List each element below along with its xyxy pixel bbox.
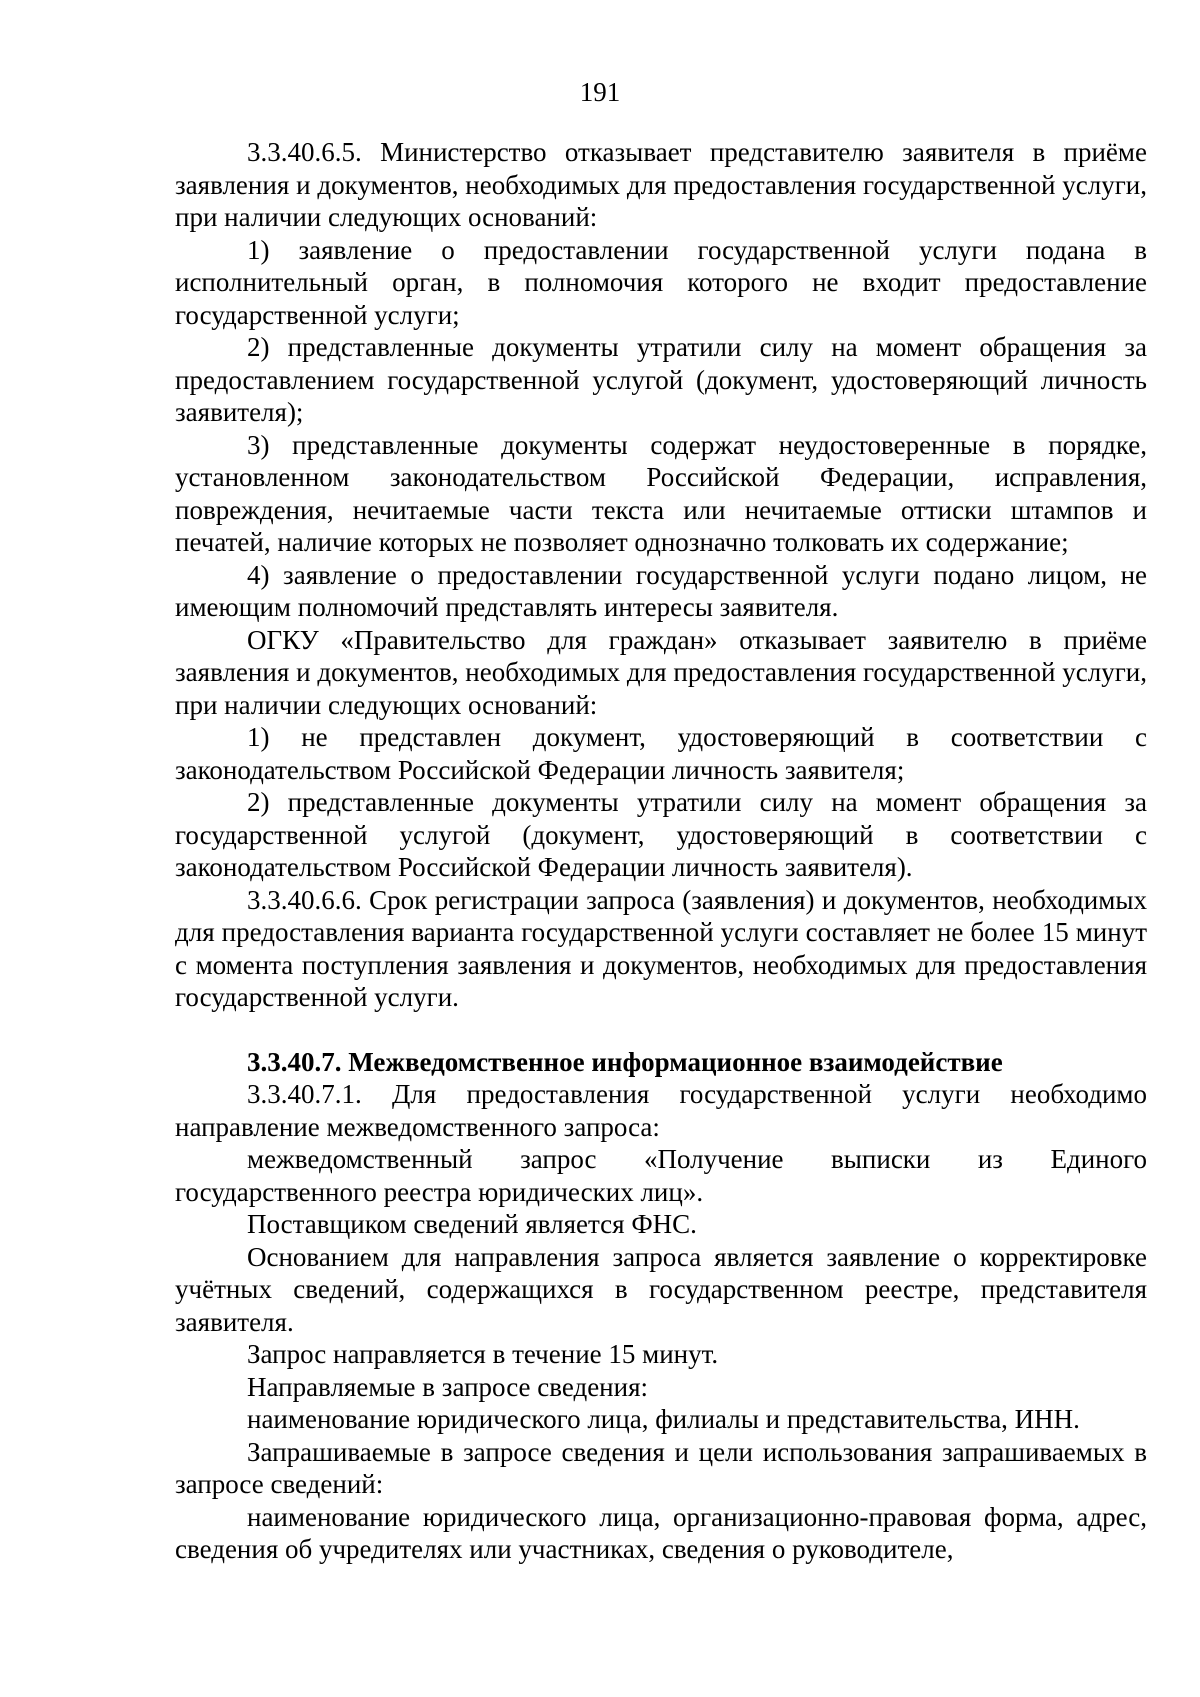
- paragraph-requested-data: наименование юридического лица, организационно-правовая форма, адрес, сведения об учредителях или участниках, сведения о руководителе,: [175, 1501, 1147, 1564]
- paragraph-sent-data-label: Направляемые в запросе сведения:: [247, 1371, 648, 1402]
- section-heading: 3.3.40.7. Межведомственное информационное взаимодействие: [247, 1046, 1003, 1077]
- paragraph-ogku: ОГКУ «Правительство для граждан» отказывает заявителю в приёме заявления и документов, необходимых для предоставления государственной услуги, при наличии следующих оснований:: [175, 624, 1147, 720]
- list-item-2: 2) представленные документы утратили силу на момент обращения за предоставлением государственной услугой (документ, удостоверяющий личность заявителя);: [175, 332, 1147, 427]
- paragraph-3-3-40-6-5: 3.3.40.6.5. Министерство отказывает представителю заявителя в приёме заявления и документов, необходимых для предоставления государственной услуги, при наличии следующих оснований:: [175, 137, 1147, 232]
- list-item-ogku-1: 1) не представлен документ, удостоверяющий в соответствии с законодательством Российской Федерации личность заявителя;: [175, 722, 1147, 785]
- paragraph-timing: Запрос направляется в течение 15 минут.: [247, 1339, 719, 1369]
- page-content: [175, 136, 1147, 1566]
- paragraph-requested-data-label: Запрашиваемые в запросе сведения и цели использования запрашиваемых в запросе сведений:: [175, 1436, 1147, 1499]
- paragraph-3-3-40-6-6: 3.3.40.6.6. Срок регистрации запроса (заявления) и документов, необходимых для предоставления варианта государственной услуги составляет не более 15 минут с момента поступления заявления и документов, необходимых для предоставления государственной услуги.: [175, 884, 1147, 1012]
- paragraph-sent-data: наименование юридического лица, филиалы и представительства, ИНН.: [247, 1404, 1080, 1434]
- paragraph-request-name: межведомственный запрос «Получение выписки из Единого государственного реестра юридических лиц».: [175, 1144, 1147, 1207]
- paragraph-provider: Поставщиком сведений является ФНС.: [247, 1209, 697, 1239]
- list-item-ogku-2: 2) представленные документы утратили силу на момент обращения за государственной услугой (документ, удостоверяющий в соответствии с законодательством Российской Федерации личность заявителя).: [175, 787, 1147, 882]
- page-number: 191: [579, 77, 621, 107]
- paragraph-3-3-40-7-1: 3.3.40.7.1. Для предоставления государственной услуги необходимо направление межведомственного запроса:: [175, 1079, 1147, 1142]
- paragraph-basis: Основанием для направления запроса является заявление о корректировке учётных сведений, содержащихся в государственном реестре, представителя заявителя.: [175, 1241, 1147, 1337]
- list-item-4: 4) заявление о предоставлении государственной услуги подано лицом, не имеющим полномочий представлять интересы заявителя.: [175, 559, 1147, 622]
- list-item-3: 3) представленные документы содержат неудостоверенные в порядке, установленном законодательством Российской Федерации, исправления, повреждения, нечитаемые части текста или нечитаемые оттиски штампов и печатей, наличие которых не позволяет однозначно толковать их содержание;: [175, 429, 1147, 557]
- list-item-1: 1) заявление о предоставлении государственной услуги подана в исполнительный орган, в полномочия которого не входит предоставление государственной услуги;: [175, 234, 1147, 330]
